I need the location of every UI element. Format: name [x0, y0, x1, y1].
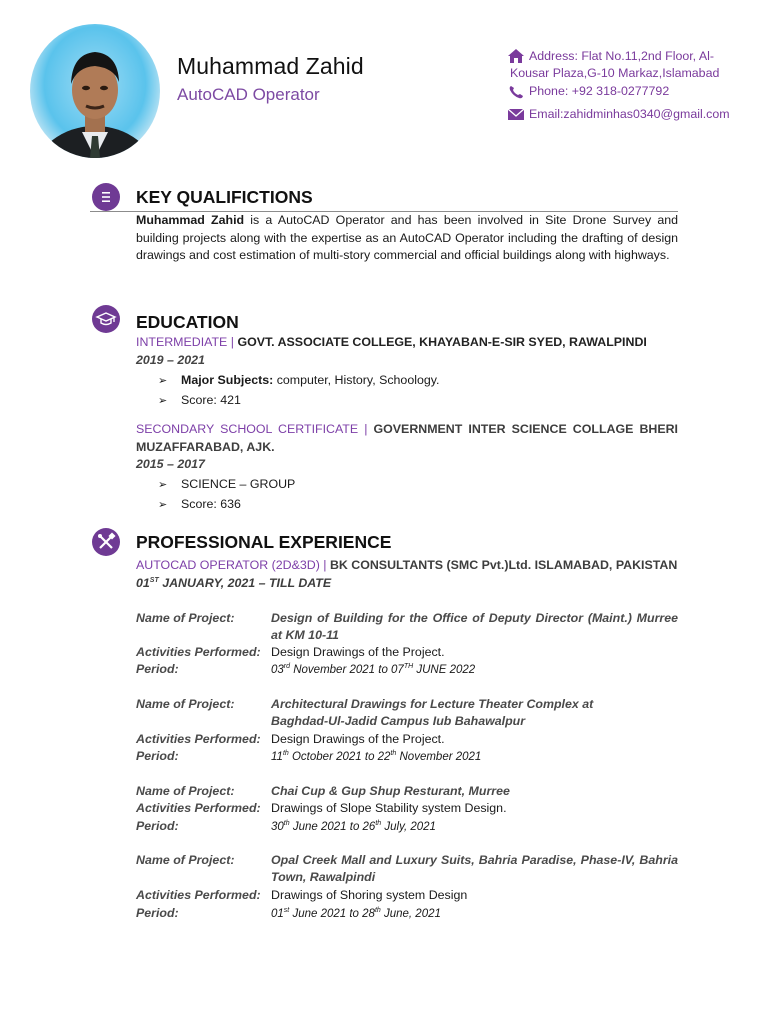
- list-icon: [92, 183, 120, 211]
- project-1-activities: Design Drawings of the Project.: [271, 645, 445, 659]
- company-name: BK CONSULTANTS (SMC Pvt.)Ltd. ISLAMABAD, PAKISTAN: [329, 558, 678, 572]
- summary-text: is a AutoCAD Operator and has been involved in Site Drone Survey and building projects along with the expertise as an AutoCAD Operator including the drafting of design drawings and cost estimation of multi-story commercial and official buildings along with highways.: [136, 213, 679, 262]
- project-label: Name of Project:: [136, 784, 235, 798]
- education-title: EDUCATION: [136, 312, 239, 332]
- envelope-icon: [508, 107, 524, 122]
- phone-text[interactable]: Phone: +92 318-0277792: [529, 84, 670, 98]
- activities-label: Activities Performed:: [136, 801, 261, 815]
- contact-block: [506, 48, 746, 123]
- position-title: AUTOCAD OPERATOR (2D&3D) |: [136, 558, 330, 572]
- candidate-name: Muhammad Zahid: [177, 53, 364, 79]
- arrow-icon: ➢: [158, 375, 168, 387]
- edu-2-bullet-2: ➢ Score: 636: [158, 496, 241, 514]
- graduation-cap-icon: [92, 305, 120, 333]
- edu-1-bullet-1: ➢ Major Subjects: computer, History, Schoology.: [158, 372, 439, 390]
- period-label: Period:: [136, 819, 179, 833]
- project-4-activities: Drawings of Shoring system Design: [271, 888, 468, 902]
- project-label: Name of Project:: [136, 853, 235, 867]
- project-2-activities: Design Drawings of the Project.: [271, 732, 445, 746]
- address-line-1: Address: Flat No.11,2nd Floor, Al-: [529, 49, 715, 63]
- project-3-period: 30th June 2021 to 26th July, 2021: [271, 820, 436, 833]
- email-row: [506, 106, 746, 123]
- summary-name: Muhammad Zahid: [136, 213, 245, 227]
- project-label: Name of Project:: [136, 697, 235, 711]
- education-entry-2-heading: [136, 421, 678, 456]
- activities-label: Activities Performed:: [136, 888, 261, 902]
- degree-1: INTERMEDIATE |: [136, 335, 238, 349]
- qualifications-title: KEY QUALIFICTIONS: [136, 187, 313, 207]
- project-label: Name of Project:: [136, 611, 235, 625]
- address-row: [506, 48, 746, 65]
- email-text[interactable]: Email:zahidminhas0340@gmail.com: [529, 107, 730, 121]
- period-label: Period:: [136, 749, 179, 763]
- years-2: 2015 – 2017: [136, 457, 205, 471]
- experience-title: PROFESSIONAL EXPERIENCE: [136, 532, 392, 552]
- qualifications-summary: [136, 212, 678, 265]
- activities-label: Activities Performed:: [136, 732, 261, 746]
- institution-1: GOVT. ASSOCIATE COLLEGE, KHAYABAN-E-SIR SYED, RAWALPINDI: [237, 335, 647, 349]
- edu-2-bullet-1: ➢ SCIENCE – GROUP: [158, 476, 295, 494]
- profile-photo: [30, 24, 160, 158]
- period-label: Period:: [136, 662, 179, 676]
- education-entry-1-heading: [136, 334, 647, 351]
- phone-row: [506, 83, 746, 100]
- activities-label: Activities Performed:: [136, 645, 261, 659]
- period-label: Period:: [136, 906, 179, 920]
- project-2-name: Architectural Drawings for Lecture Theater Complex at Baghdad-Ul-Jadid Campus Iub Bahawalpur: [271, 697, 594, 728]
- arrow-icon: ➢: [158, 479, 168, 491]
- address-line-2: Kousar Plaza,G-10 Markaz,Islamabad: [510, 66, 720, 80]
- experience-dates: 01ST JANUARY, 2021 – TILL DATE: [136, 576, 332, 590]
- project-1-name: Design of Building for the Office of Deputy Director (Maint.) Murree at KM 10-11: [271, 611, 678, 642]
- years-1: 2019 – 2021: [136, 353, 205, 367]
- project-3-name: Chai Cup & Gup Shup Resturant, Murree: [271, 784, 510, 798]
- tools-icon: [92, 528, 120, 556]
- project-4-name: Opal Creek Mall and Luxury Suits, Bahria Paradise, Phase-IV, Bahria Town, Rawalpindi: [271, 853, 678, 884]
- project-3-activities: Drawings of Slope Stability system Design.: [271, 801, 507, 815]
- institution-2: GOVERNMENT INTER SCIENCE COLLAGE BHERI MUZAFFARABAD, AJK.: [136, 422, 678, 454]
- arrow-icon: ➢: [158, 395, 168, 407]
- home-icon: [508, 49, 524, 64]
- arrow-icon: ➢: [158, 499, 168, 511]
- project-1-period: 03rd November 2021 to 07TH JUNE 2022: [271, 663, 476, 676]
- project-2-period: 11th October 2021 to 22th November 2021: [271, 750, 482, 763]
- candidate-role: AutoCAD Operator: [177, 85, 320, 104]
- phone-icon: [508, 84, 524, 99]
- experience-position: [136, 557, 677, 574]
- degree-2: SECONDARY SCHOOL CERTIFICATE |: [136, 422, 374, 436]
- project-4-period: 01st June 2021 to 28th June, 2021: [271, 907, 441, 920]
- edu-1-bullet-2: ➢ Score: 421: [158, 392, 241, 410]
